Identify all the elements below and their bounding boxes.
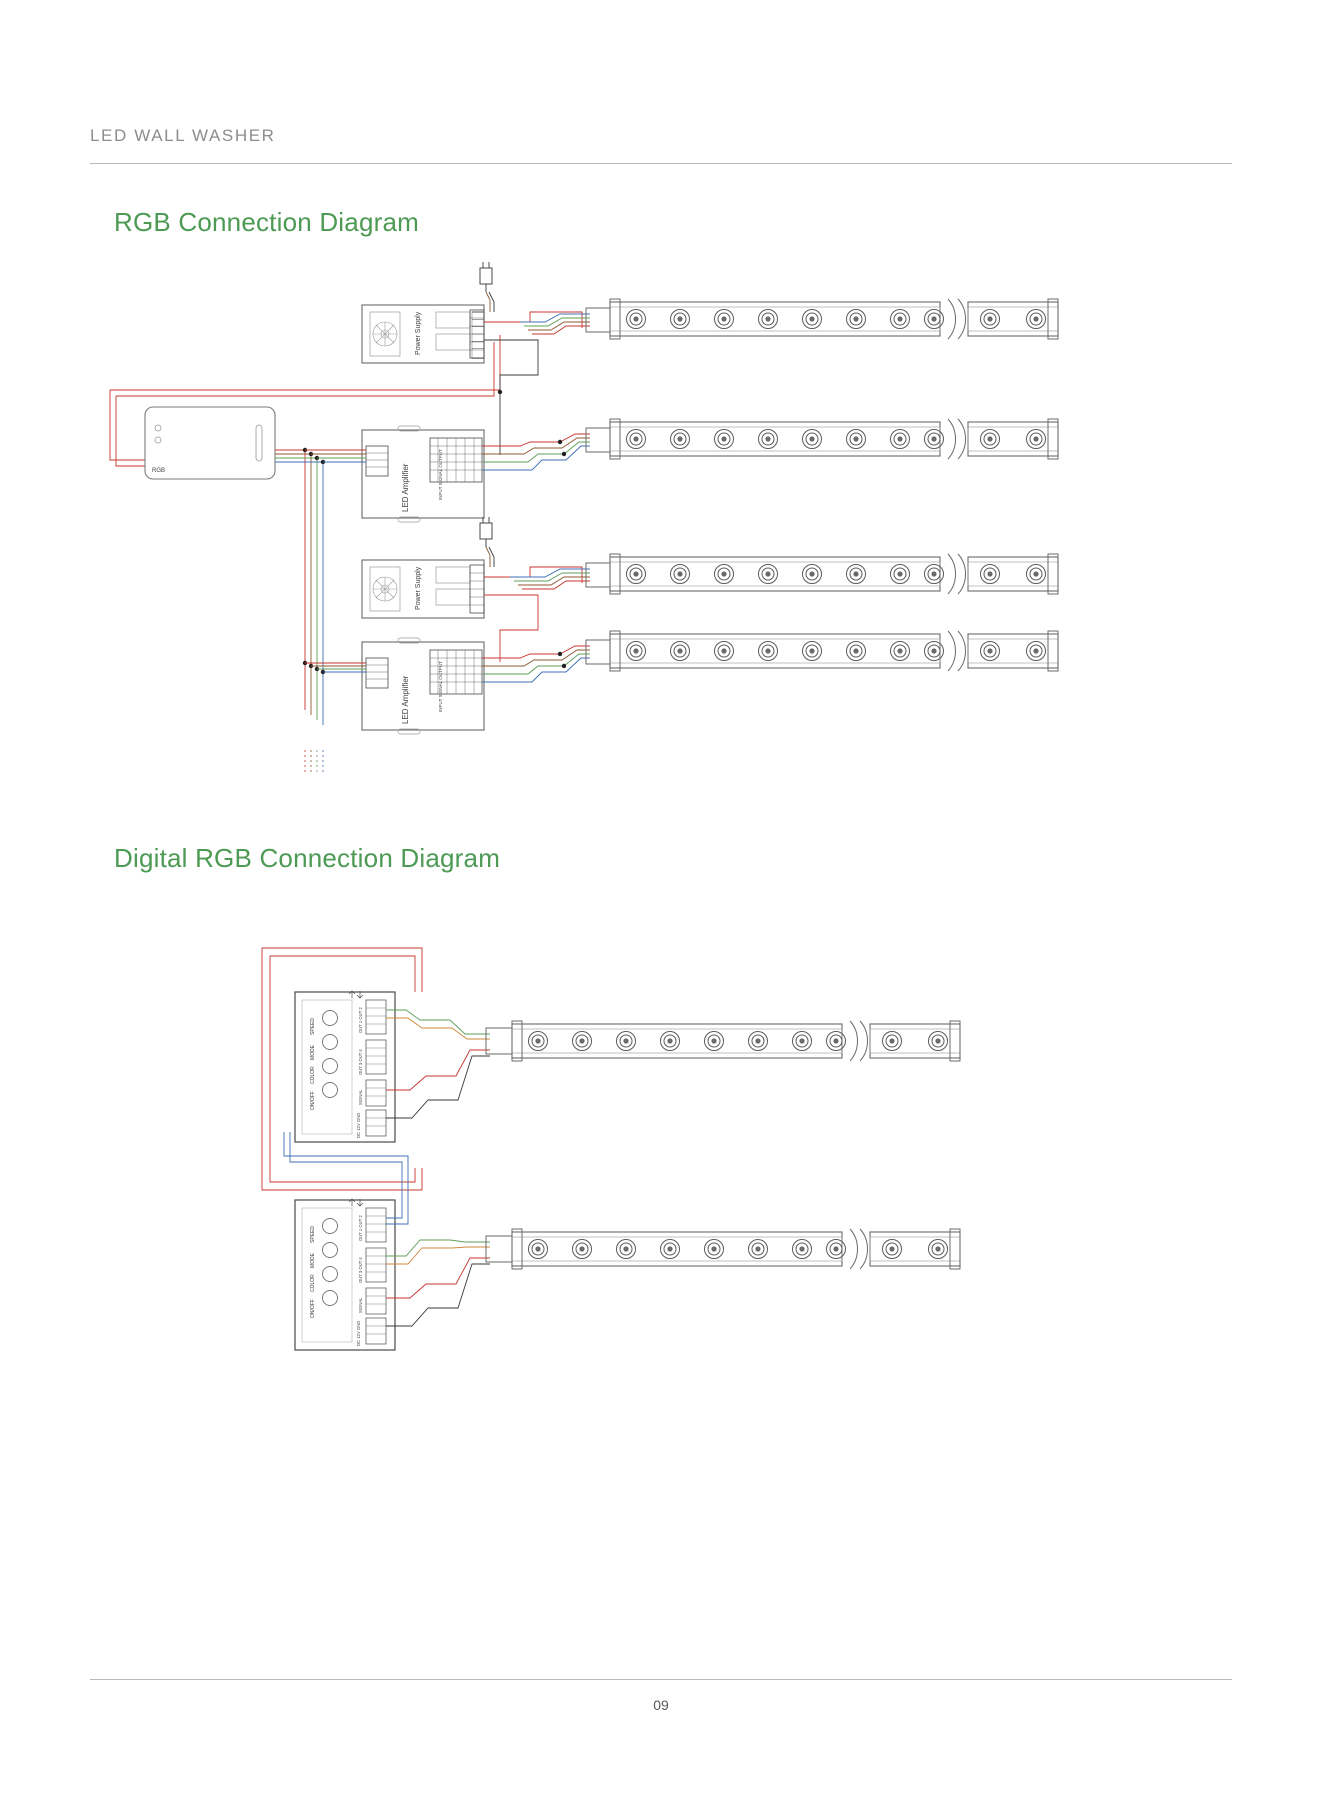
svg-text:MODE: MODE [310,1045,316,1060]
wall-washer-3 [610,554,1058,594]
wall-washer-1 [610,299,1058,339]
document-header-label: LED WALL WASHER [90,126,276,145]
digital-rgb-connection-diagram [90,900,1240,1400]
mains-plug-2 [480,517,492,547]
svg-text:DC 12V GND: DC 12V GND [356,1320,361,1346]
mains-plug-1 [480,262,492,292]
svg-text:ON/OFF: ON/OFF [310,1299,316,1318]
svg-text:RGB: RGB [152,468,166,474]
svg-text:ON/OFF: ON/OFF [310,1091,316,1110]
svg-text:Power Supply: Power Supply [415,566,422,610]
svg-text:DC 12V GND: DC 12V GND [356,1112,361,1138]
svg-text:OUT 1 OUT 2: OUT 1 OUT 2 [358,1215,363,1241]
led-amplifier-2 [362,638,484,734]
wall-washer-2 [610,419,1058,459]
svg-text:SIGNAL: SIGNAL [358,1089,363,1105]
svg-text:COLOR: COLOR [310,1066,316,1084]
digital-controller-1 [295,991,395,1142]
svg-text:SIGNAL: SIGNAL [358,1297,363,1313]
page-number: 09 [653,1697,669,1713]
svg-text:OUT 3 OUT 4: OUT 3 OUT 4 [358,1257,363,1283]
power-supply-2 [362,560,484,618]
section-title-rgb: RGB Connection Diagram [114,207,419,237]
digital-wall-washer-2 [512,1229,960,1269]
digital-controller-2 [295,1199,395,1350]
section-title-digital: Digital RGB Connection Diagram [114,843,501,873]
rgb-connection-diagram [90,250,1240,790]
svg-text:MODE: MODE [310,1253,316,1268]
svg-text:LED Amplifier: LED Amplifier [401,675,410,724]
svg-text:Power Supply: Power Supply [415,311,422,355]
led-amplifier-1 [362,426,484,522]
svg-text:INPUT SIGNAL OUTPUT: INPUT SIGNAL OUTPUT [438,449,443,500]
footer-divider [90,1679,1232,1680]
svg-text:OUT 3 OUT 4: OUT 3 OUT 4 [358,1049,363,1075]
svg-text:COLOR: COLOR [310,1274,316,1292]
svg-text:LED Amplifier: LED Amplifier [401,463,410,512]
svg-text:SPEED: SPEED [310,1018,316,1035]
power-supply-1 [362,305,484,363]
header-divider [90,163,1232,164]
digital-wall-washer-1 [512,1021,960,1061]
svg-text:OUT 1 OUT 2: OUT 1 OUT 2 [358,1007,363,1033]
rgb-controller [145,407,275,479]
svg-text:SPEED: SPEED [310,1226,316,1243]
wall-washer-4 [610,631,1058,671]
svg-text:INPUT SIGNAL OUTPUT: INPUT SIGNAL OUTPUT [438,661,443,712]
